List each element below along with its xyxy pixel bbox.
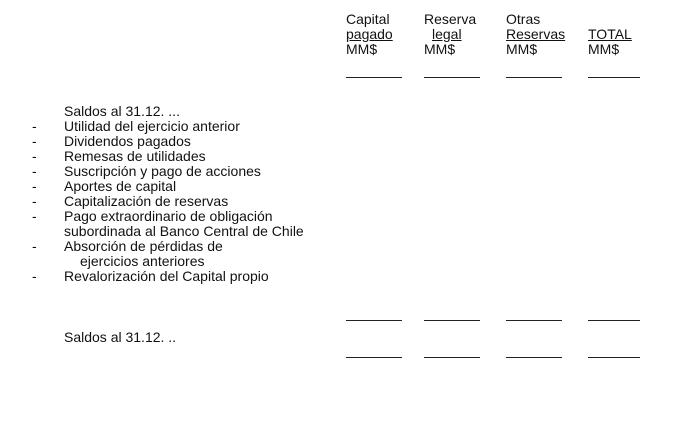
row-label: ejercicios anteriores xyxy=(80,253,205,269)
col-otras-reservas-header xyxy=(506,12,565,57)
col-total-subtitle: TOTAL xyxy=(588,26,632,42)
row-label: Dividendos pagados xyxy=(64,133,191,149)
col-capital-pagado-header xyxy=(346,12,393,57)
header-rule-reserva xyxy=(424,77,480,78)
row-marker: - xyxy=(32,118,37,134)
row-marker: - xyxy=(32,133,37,149)
subtotal-rule-total xyxy=(588,320,640,321)
subtotal-rule-otras xyxy=(506,320,562,321)
row-marker: - xyxy=(32,178,37,194)
col-otras-reservas-title: Otras xyxy=(506,11,541,27)
header-rule-capital xyxy=(346,77,402,78)
row-label: Utilidad del ejercicio anterior xyxy=(64,118,240,134)
col-total-unit: MM$ xyxy=(588,41,620,57)
row-label: subordinada al Banco Central de Chile xyxy=(64,223,304,239)
final-rule-capital xyxy=(346,357,402,358)
subtotal-rule-capital xyxy=(346,320,402,321)
col-reserva-legal-subtitle: legal xyxy=(432,26,462,42)
final-rule-total xyxy=(588,357,640,358)
row-marker: - xyxy=(32,148,37,164)
col-reserva-legal-unit: MM$ xyxy=(424,41,456,57)
row-label: Pago extraordinario de obligación xyxy=(64,208,273,224)
col-otras-reservas-unit: MM$ xyxy=(506,41,538,57)
row-label: Saldos al 31.12. .. xyxy=(64,329,177,345)
row-marker: - xyxy=(32,163,37,179)
col-reserva-legal-title: Reserva xyxy=(424,11,477,27)
row-label: Aportes de capital xyxy=(64,178,177,194)
final-rule-reserva xyxy=(424,357,480,358)
row-marker: - xyxy=(32,268,37,284)
col-total-title xyxy=(588,12,632,27)
header-rule-otras xyxy=(506,77,562,78)
final-rule-otras xyxy=(506,357,562,358)
col-total-header xyxy=(588,12,632,57)
row-label: Capitalización de reservas xyxy=(64,193,229,209)
subtotal-rule-reserva xyxy=(424,320,480,321)
col-capital-pagado-unit: MM$ xyxy=(346,41,378,57)
col-otras-reservas-subtitle: Reservas xyxy=(506,26,566,42)
row-label: Saldos al 31.12. ... xyxy=(64,103,180,119)
col-capital-pagado-subtitle: pagado xyxy=(346,26,393,42)
row-marker: - xyxy=(32,238,37,254)
row-label: Revalorización del Capital propio xyxy=(64,268,269,284)
header-rule-total xyxy=(588,77,640,78)
row-label: Absorción de pérdidas de xyxy=(64,238,223,254)
row-marker: - xyxy=(32,208,37,224)
col-capital-pagado-title: Capital xyxy=(346,11,390,27)
row-label: Remesas de utilidades xyxy=(64,148,206,164)
row-marker: - xyxy=(32,193,37,209)
col-reserva-legal-header xyxy=(424,12,476,57)
row-label: Suscripción y pago de acciones xyxy=(64,163,261,179)
